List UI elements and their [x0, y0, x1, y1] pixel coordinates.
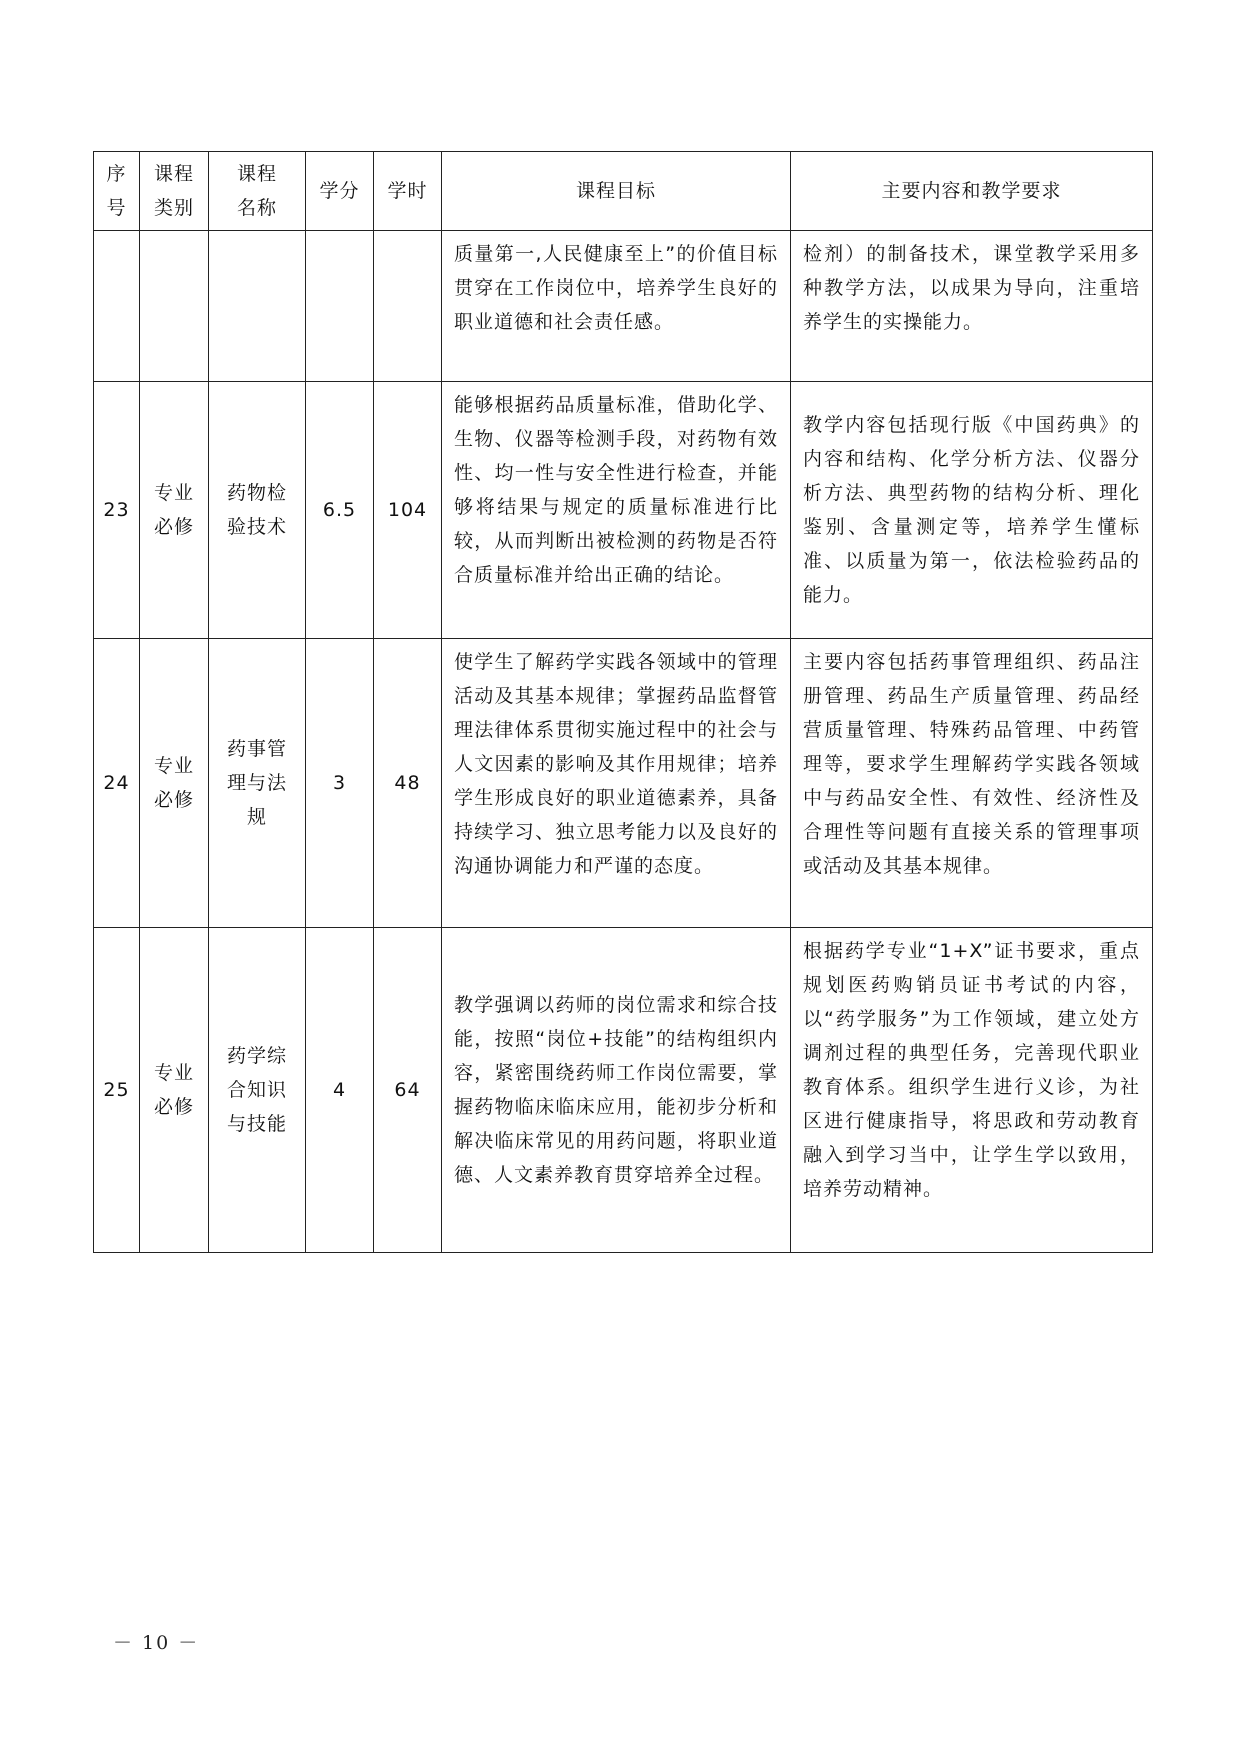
- header-category: 课程 类别: [140, 152, 209, 231]
- cell-category: 专业 必修: [140, 928, 209, 1253]
- cell-seq: 25: [94, 928, 140, 1253]
- header-name: 课程 名称: [209, 152, 306, 231]
- cell-category: 专业 必修: [140, 639, 209, 928]
- cell-name: [209, 231, 306, 382]
- cell-credits: 6.5: [306, 382, 374, 639]
- table-row: [94, 382, 1153, 639]
- cell-goal: 质量第一,人民健康至上”的价值目标贯穿在工作岗位中，培养学生良好的职业道德和社会责任感。: [442, 231, 791, 382]
- header-seq: 序 号: [94, 152, 140, 231]
- cell-seq: 23: [94, 382, 140, 639]
- cell-goal: 使学生了解药学实践各领域中的管理活动及其基本规律；掌握药品监督管理法律体系贯彻实施过程中的社会与人文因素的影响及其作用规律；培养学生形成良好的职业道德素养，具备持续学习、独立思考能力以及良好的沟通协调能力和严谨的态度。: [442, 639, 791, 928]
- cell-seq: [94, 231, 140, 382]
- cell-goal: 能够根据药品质量标准，借助化学、生物、仪器等检测手段，对药物有效性、均一性与安全性进行检查，并能够将结果与规定的质量标准进行比较，从而判断出被检测的药物是否符合质量标准并给出正确的结论。: [442, 382, 791, 639]
- cell-credits: 3: [306, 639, 374, 928]
- table-row: [94, 928, 1153, 1253]
- header-credits: 学分: [306, 152, 374, 231]
- cell-hours: [374, 231, 442, 382]
- cell-content: 教学内容包括现行版《中国药典》的内容和结构、化学分析方法、仪器分析方法、典型药物的结构分析、理化鉴别、含量测定等，培养学生懂标准、以质量为第一，依法检验药品的能力。: [791, 382, 1153, 639]
- cell-content: 根据药学专业“1+X”证书要求，重点规划医药购销员证书考试的内容，以“药学服务”为工作领域，建立处方调剂过程的典型任务，完善现代职业教育体系。组织学生进行义诊，为社区进行健康指导，将思政和劳动教育融入到学习当中，让学生学以致用，培养劳动精神。: [791, 928, 1153, 1253]
- header-goal: 课程目标: [442, 152, 791, 231]
- cell-credits: 4: [306, 928, 374, 1253]
- header-hours: 学时: [374, 152, 442, 231]
- cell-seq: 24: [94, 639, 140, 928]
- cell-content: 主要内容包括药事管理组织、药品注册管理、药品生产质量管理、药品经营质量管理、特殊药品管理、中药管理等，要求学生理解药学实践各领域中与药品安全性、有效性、经济性及合理性等问题有直接关系的管理事项或活动及其基本规律。: [791, 639, 1153, 928]
- header-content: 主要内容和教学要求: [791, 152, 1153, 231]
- table-row: [94, 639, 1153, 928]
- table-header-row: [94, 152, 1153, 231]
- cell-name: 药学综 合知识 与技能: [209, 928, 306, 1253]
- cell-hours: 48: [374, 639, 442, 928]
- cell-content: 检剂）的制备技术，课堂教学采用多种教学方法，以成果为导向，注重培养学生的实操能力。: [791, 231, 1153, 382]
- cell-name: 药事管 理与法 规: [209, 639, 306, 928]
- table-row-continuation: [94, 231, 1153, 382]
- cell-category: [140, 231, 209, 382]
- cell-category: 专业 必修: [140, 382, 209, 639]
- cell-name: 药物检 验技术: [209, 382, 306, 639]
- page-number: － 10 －: [113, 1632, 200, 1654]
- cell-goal: 教学强调以药师的岗位需求和综合技能，按照“岗位+技能”的结构组织内容，紧密围绕药师工作岗位需要，掌握药物临床临床应用，能初步分析和解决临床常见的用药问题，将职业道德、人文素养教育贯穿培养全过程。: [442, 928, 791, 1253]
- cell-hours: 104: [374, 382, 442, 639]
- course-table: [93, 151, 1153, 1253]
- cell-hours: 64: [374, 928, 442, 1253]
- cell-credits: [306, 231, 374, 382]
